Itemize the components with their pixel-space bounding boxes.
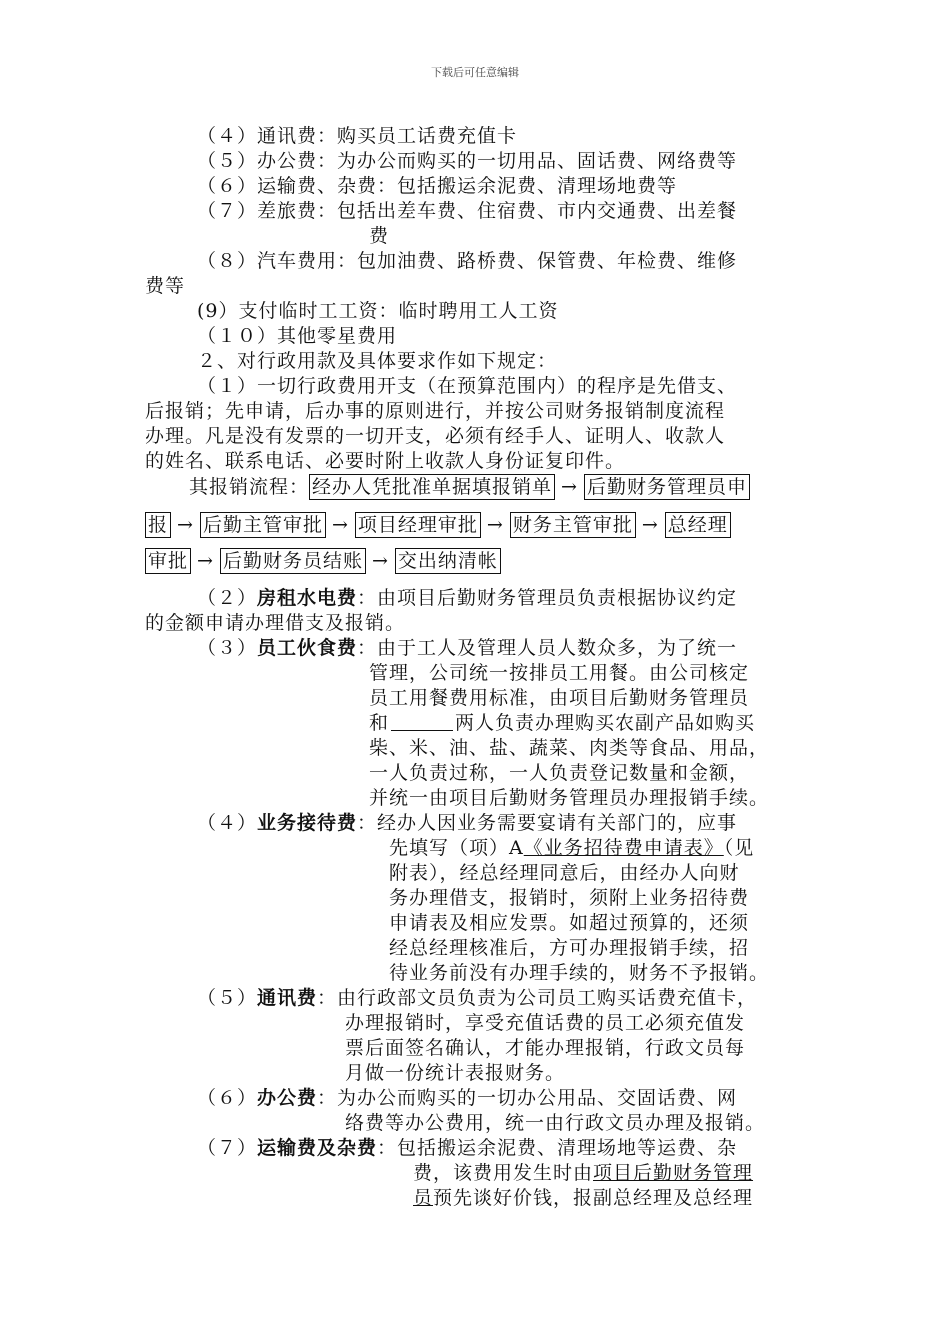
item-title: 房租水电费 [257, 587, 358, 609]
flow-line-3 [145, 548, 501, 574]
text-line: 的姓名、联系电话、必要时附上收款人身份证复印件。 [145, 450, 626, 472]
text-line: 并统一由项目后勤财务管理员办理报销手续。 [369, 787, 770, 809]
text-line: 管理，公司统一按排员工用餐。由公司核定 [369, 662, 750, 684]
flow-lead: 其报销流程： [189, 476, 310, 498]
text-line: ２、对行政用款及具体要求作如下规定： [197, 350, 558, 372]
text-line: 费等 [145, 275, 186, 297]
text-line: 后报销；先申请，后办事的原则进行，并按公司财务报销制度流程 [145, 400, 726, 422]
item-text: ：为办公而购买的一切办公用品、交固话费、网 [317, 1087, 738, 1109]
flow-step-finance-manager: 财务主管审批 [510, 512, 636, 538]
arrow-icon: → [641, 514, 659, 536]
item-title: 员工伙食费 [257, 637, 358, 659]
item-text: ：由项目后勤财务管理员负责根据协议约定 [357, 587, 738, 609]
text-line: （５）办公费：为办公而购买的一切用品、固话费、网络费等 [197, 150, 738, 172]
arrow-icon: → [561, 476, 578, 498]
form-reference: 《业务招待费申请表》 [523, 837, 724, 859]
text-line: 待业务前没有办理手续的，财务不予报销。 [389, 962, 770, 984]
arrow-icon: → [177, 514, 194, 536]
text-line: 一人负责过称，一人负责登记数量和金额， [369, 762, 750, 784]
flow-line-1 [189, 474, 750, 500]
text-line: （１）一切行政费用开支（在预算范围内）的程序是先借支、 [197, 375, 738, 397]
item-title: 运输费及杂费 [257, 1137, 378, 1159]
text-line [413, 1186, 753, 1210]
item-text: ：经办人因业务需要宴请有关部门的，应事 [357, 812, 738, 834]
item-rent [197, 586, 737, 610]
text-line: 办理。凡是没有发票的一切开支，必须有经手人、证明人、收款人 [145, 425, 726, 447]
text-line: 员工用餐费用标准，由项目后勤财务管理员 [369, 687, 750, 709]
item-text: ：包括搬运余泥费、清理场地等运费、杂 [377, 1137, 738, 1159]
text-line: 月做一份统计表报财务。 [345, 1062, 566, 1084]
flow-step-settle: 后勤财务员结账 [220, 548, 366, 574]
text-line: （７）差旅费：包括出差车费、住宿费、市内交通费、出差餐 [197, 200, 738, 222]
item-title: 通讯费 [257, 987, 318, 1009]
item-number: （７） [197, 1137, 258, 1159]
page-header: 下载后可任意编辑 [431, 66, 519, 79]
text-line [369, 711, 755, 735]
item-text: 费，该费用发生时由 [413, 1162, 594, 1184]
item-text: ：由行政部文员负责为公司员工购买话费充值卡， [317, 987, 758, 1009]
item-transport [197, 1136, 737, 1160]
arrow-icon: → [197, 550, 214, 572]
text-line: 络费等办公费用，统一由行政文员办理及报销。 [345, 1112, 766, 1134]
text-line: 柴、米、油、盐、蔬菜、肉类等食品、用品， [369, 737, 770, 759]
role-reference: 项目后勤财务管理 [593, 1162, 754, 1184]
item-entertainment [197, 811, 737, 835]
text-line: 票后面签名确认，才能办理报销，行政文员每 [345, 1037, 746, 1059]
item-text: （见 [723, 837, 755, 859]
flow-line-2 [145, 512, 731, 538]
text-line: （１０）其他零星费用 [197, 325, 398, 347]
arrow-icon: → [331, 514, 349, 536]
item-text: ：由于工人及管理人员人数众多，为了统一 [357, 637, 738, 659]
text-line: 务办理借支，报销时，须附上业务招待费 [389, 887, 750, 909]
item-number: （５） [197, 987, 258, 1009]
item-title: 业务接待费 [257, 812, 358, 834]
text-line [389, 836, 754, 860]
item-number: （６） [197, 1087, 258, 1109]
text-line: （６）运输费、杂费：包括搬运余泥费、清理场地费等 [197, 175, 678, 197]
item-text: 预先谈好价钱，报副总经理及总经理 [433, 1187, 754, 1209]
text-line: （４）通讯费：购买员工话费充值卡 [197, 125, 518, 147]
item-number: （３） [197, 637, 258, 659]
item-text: 先填写（项）A [389, 837, 524, 859]
text-line: (9）支付临时工工资：临时聘用工人工资 [197, 300, 559, 322]
flow-step-project-manager: 项目经理审批 [355, 512, 481, 538]
arrow-icon: → [371, 550, 389, 572]
text-line: 费 [369, 225, 390, 247]
flow-step-logistics-manager: 后勤主管审批 [200, 512, 326, 538]
item-number: （４） [197, 812, 258, 834]
item-text: 两人负责办理购买农副产品如购买 [455, 712, 756, 734]
arrow-icon: → [486, 514, 504, 536]
blank-underline [391, 712, 453, 731]
item-communication [197, 986, 757, 1010]
role-reference: 员 [413, 1187, 434, 1209]
flow-step-fill-form: 经办人凭批准单据填报销单 [309, 474, 555, 500]
flow-step-logistics-apply-cont: 报 [145, 512, 171, 538]
item-text: 和 [369, 712, 390, 734]
text-line: 经总经理核准后，方可办理报销手续，招 [389, 937, 750, 959]
text-line: 申请表及相应发票。如超过预算的，还须 [389, 912, 750, 934]
text-line [413, 1161, 753, 1185]
item-title: 办公费 [257, 1087, 318, 1109]
flow-step-cashier: 交出纳清帐 [395, 548, 501, 574]
flow-step-general-manager: 总经理 [665, 512, 731, 538]
text-line: 办理报销时，享受充值话费的员工必须充值发 [345, 1012, 746, 1034]
text-line: 的金额申请办理借支及报销。 [145, 612, 406, 634]
text-line: （８）汽车费用：包加油费、路桥费、保管费、年检费、维修 [197, 250, 738, 272]
item-office [197, 1086, 737, 1110]
item-number: （２） [197, 587, 258, 609]
text-line: 附表），经总经理同意后，由经办人向财 [389, 862, 740, 884]
item-meals [197, 636, 737, 660]
flow-step-general-manager-cont: 审批 [145, 548, 191, 574]
flow-step-logistics-apply: 后勤财务管理员申 [584, 474, 750, 500]
